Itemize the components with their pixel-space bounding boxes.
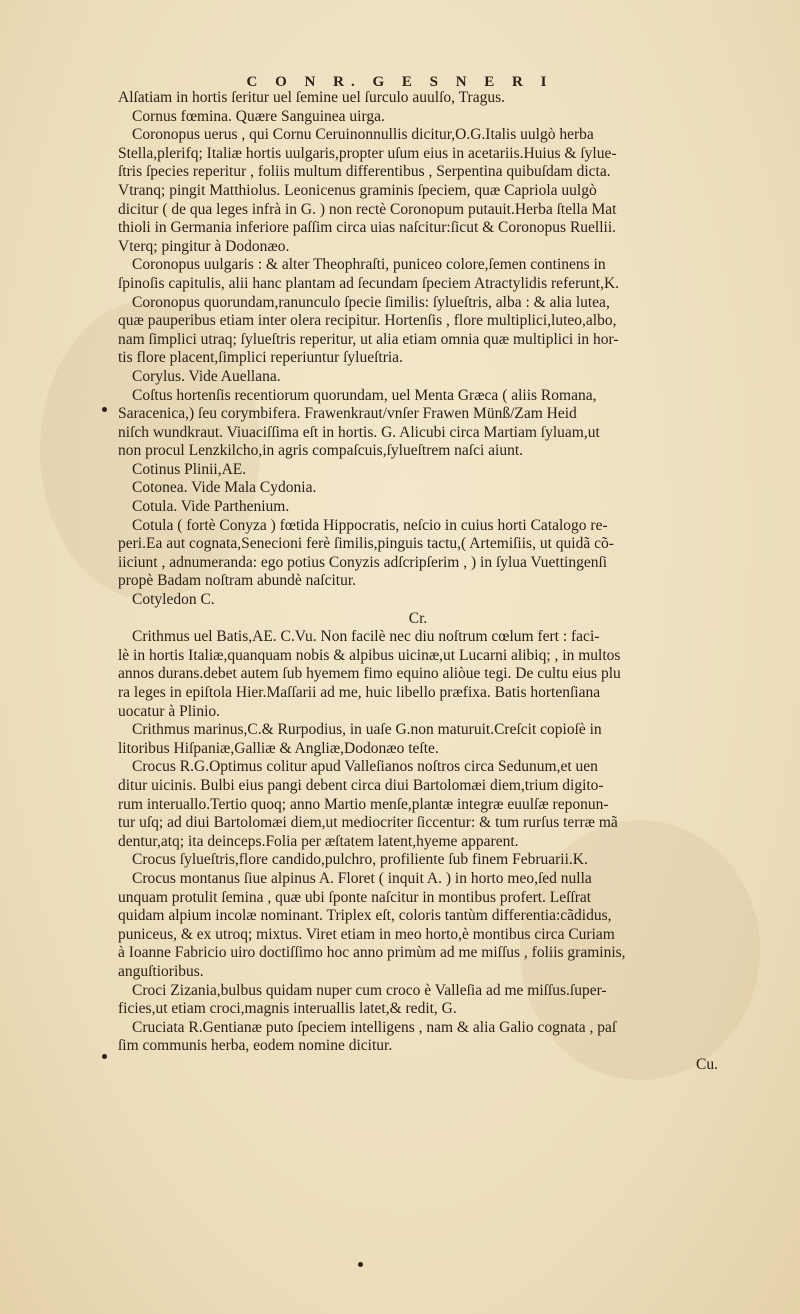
text-line: Vtranq; pingit Matthiolus. Leonicenus graminis ſpeciem, quæ Capriola uulgò	[118, 181, 597, 199]
text-line: Stella,plerifq; Italiæ hortis uulgaris,propter uſum eius in acetariis.Huius & ſylue-	[118, 144, 617, 162]
text-line: Cotinus Plinii,AE.	[132, 460, 247, 478]
text-line: Vterq; pingitur à Dodonæo.	[118, 237, 290, 255]
text-line: Crocus montanus ſiue alpinus A. Floret ( inquit A. ) in horto meo,ſed nulla	[132, 869, 592, 887]
text-column	[118, 89, 718, 1074]
text-line: Coronopus uerus , qui Cornu Ceruinonnullis dicitur,O.G.Italis uulgò herba	[132, 126, 594, 144]
text-line: ſpinoſis capitulis, alii hanc plantam ad ſecundam ſpeciem Atractylidis referunt,K.	[118, 274, 620, 292]
running-header: C O N R. G E S N E R I	[246, 74, 554, 90]
text-line: Saracenica,) ſeu corymbifera. Frawenkraut/vnſer Frawen Münß/Zam Heid	[118, 405, 577, 423]
text-line: Cornus fœmina. Quære Sanguinea uirga.	[132, 107, 385, 125]
text-line: Crithmus marinus,C.& Rurpodius, in uaſe G.non maturuit.Creſcit copioſè in	[132, 721, 602, 739]
text-line: ficies,ut etiam croci,magnis interuallis latet,& redit, G.	[118, 1000, 457, 1018]
text-line: Crithmus uel Batis,AE. C.Vu. Non facilè nec diu noſtrum cœlum fert : faci-	[132, 628, 600, 646]
text-line: dicitur ( de qua leges infrà in G. ) non rectè Coronopum putauit.Herba ſtella Mat	[118, 200, 617, 218]
text-line: Crocus ſylueſtris,flore candido,pulchro, profiliente ſub finem Februarii.K.	[132, 851, 588, 869]
text-line: iiciunt , adnumeranda: ego potius Conyzis adſcripſerim , ) in ſylua Vuettingenſi	[118, 553, 608, 571]
text-line: uocatur à Plinio.	[118, 702, 221, 720]
text-line: niſch wundkraut. Viuaciſſima eſt in hortis. G. Alicubi circa Martiam ſyluam,ut	[118, 423, 600, 441]
text-line: propè Badam noſtram abundè naſcitur.	[118, 572, 357, 590]
text-line: thioli in Germania inferiore paſſim circa uias naſcitur:ſicut & Coronopus Ruellii.	[118, 219, 617, 237]
text-line: Corylus. Vide Auellana.	[132, 367, 281, 385]
text-line: non procul Lenzkilcho,in agris compaſcuis,ſylueſtrem naſci aiunt.	[118, 442, 524, 460]
text-line: tis flore placent,ſimplici reperiuntur ſylueſtria.	[118, 349, 403, 367]
text-line: litoribus Hiſpaniæ,Galliæ & Angliæ,Dodonæo teſte.	[118, 739, 439, 757]
text-line: ſim communis herba, eodem nomine dicitur.	[118, 1037, 393, 1055]
margin-bullet	[358, 1262, 363, 1267]
text-line: Crocus R.G.Optimus colitur apud Valleſianos noſtros circa Sedunum,et uen	[132, 758, 598, 776]
text-line: tur uſq; ad diui Bartolomæi diem,ut mediocriter ſiccentur: & tum rurſus terræ mã	[118, 814, 618, 832]
margin-bullet	[102, 1054, 107, 1059]
text-line: unquam protulit ſemina , quæ ubi ſponte naſcitur in montibus profert. Leſſrat	[118, 888, 592, 906]
text-line: Cotonea. Vide Mala Cydonia.	[132, 479, 317, 497]
text-line: lè in hortis Italiæ,quanquam nobis & alpibus uicinæ,ut Lucarni alibiq; , in multos	[118, 646, 621, 664]
text-line: Alſatiam in hortis ſeritur uel ſemine uel ſurculo auulſo, Tragus.	[118, 89, 506, 106]
text-line: peri.Ea aut cognata,Senecioni ferè ſimilis,pinguis tactu,( Artemiſiis, ut quidã cõ-	[118, 535, 614, 553]
catchword: Cu.	[696, 1055, 718, 1073]
text-line: dentur,atq; ita deinceps.Folia per æſtatem latent,hyeme apparent.	[118, 832, 519, 850]
section-heading: Cr.	[408, 609, 428, 627]
text-line: Coſtus hortenſis recentiorum quorundam, uel Menta Græca ( aliis Romana,	[132, 386, 597, 404]
text-line: ſtris ſpecies reperitur , foliis multum differentibus , Serpentina quibuſdam dicta.	[118, 163, 611, 181]
margin-bullet	[102, 407, 107, 412]
text-line: quæ pauperibus etiam inter olera recipitur. Hortenſis , flore multiplici,luteo,albo,	[118, 312, 617, 330]
text-line: ditur uicinis. Bulbi eius pangi debent circa diui Bartolomæi diem,trium digito-	[118, 776, 604, 794]
text-line: Coronopus uulgaris : & alter Theophraſti, puniceo colore,ſemen continens in	[132, 256, 606, 274]
text-line: Croci Zizania,bulbus quidam nuper cum croco è Valleſia ad me miſſus.ſuper-	[132, 981, 607, 999]
text-line: anguſtioribus.	[118, 962, 204, 980]
text-line: Coronopus quorundam,ranunculo ſpecie ſimilis: ſylueſtris, alba : & alia lutea,	[132, 293, 610, 311]
text-line: Cotula ( fortè Conyza ) fœtida Hippocratis, neſcio in cuius horti Catalogo re-	[132, 516, 608, 534]
text-line: rum interuallo.Tertio quoq; anno Martio menſe,plantæ integræ euulſæ reponun-	[118, 795, 609, 813]
text-line: à Ioanne Fabricio uiro doctiſſimo hoc anno primùm ad me miſſus , foliis graminis,	[118, 944, 626, 962]
text-line: nam ſimplici utraq; ſylueſtris reperitur, ut alia etiam omnia quæ multiplici in hor-	[118, 330, 619, 348]
text-line: Cotyledon C.	[132, 591, 215, 609]
text-line: quidam alpium incolæ nominant. Triplex eſt, coloris tantùm differentia:cãdidus,	[118, 907, 612, 925]
text-line: Cotula. Vide Parthenium.	[132, 498, 290, 516]
text-line: puniceus, & ex utroq; mixtus. Viret etiam in meo horto,è montibus circa Curiam	[118, 925, 615, 943]
text-line: ra leges in epiſtola Hier.Maſſarii ad me, huic libello præfixa. Batis hortenſiana	[118, 684, 601, 701]
text-line: annos durans.debet autem ſub hyemem fimo equino aliòue tegi. De cultu eius plu	[118, 665, 621, 683]
text-line: Cruciata R.Gentianæ puto ſpeciem intelligens , nam & alia Galio cognata , paſ	[132, 1018, 617, 1036]
